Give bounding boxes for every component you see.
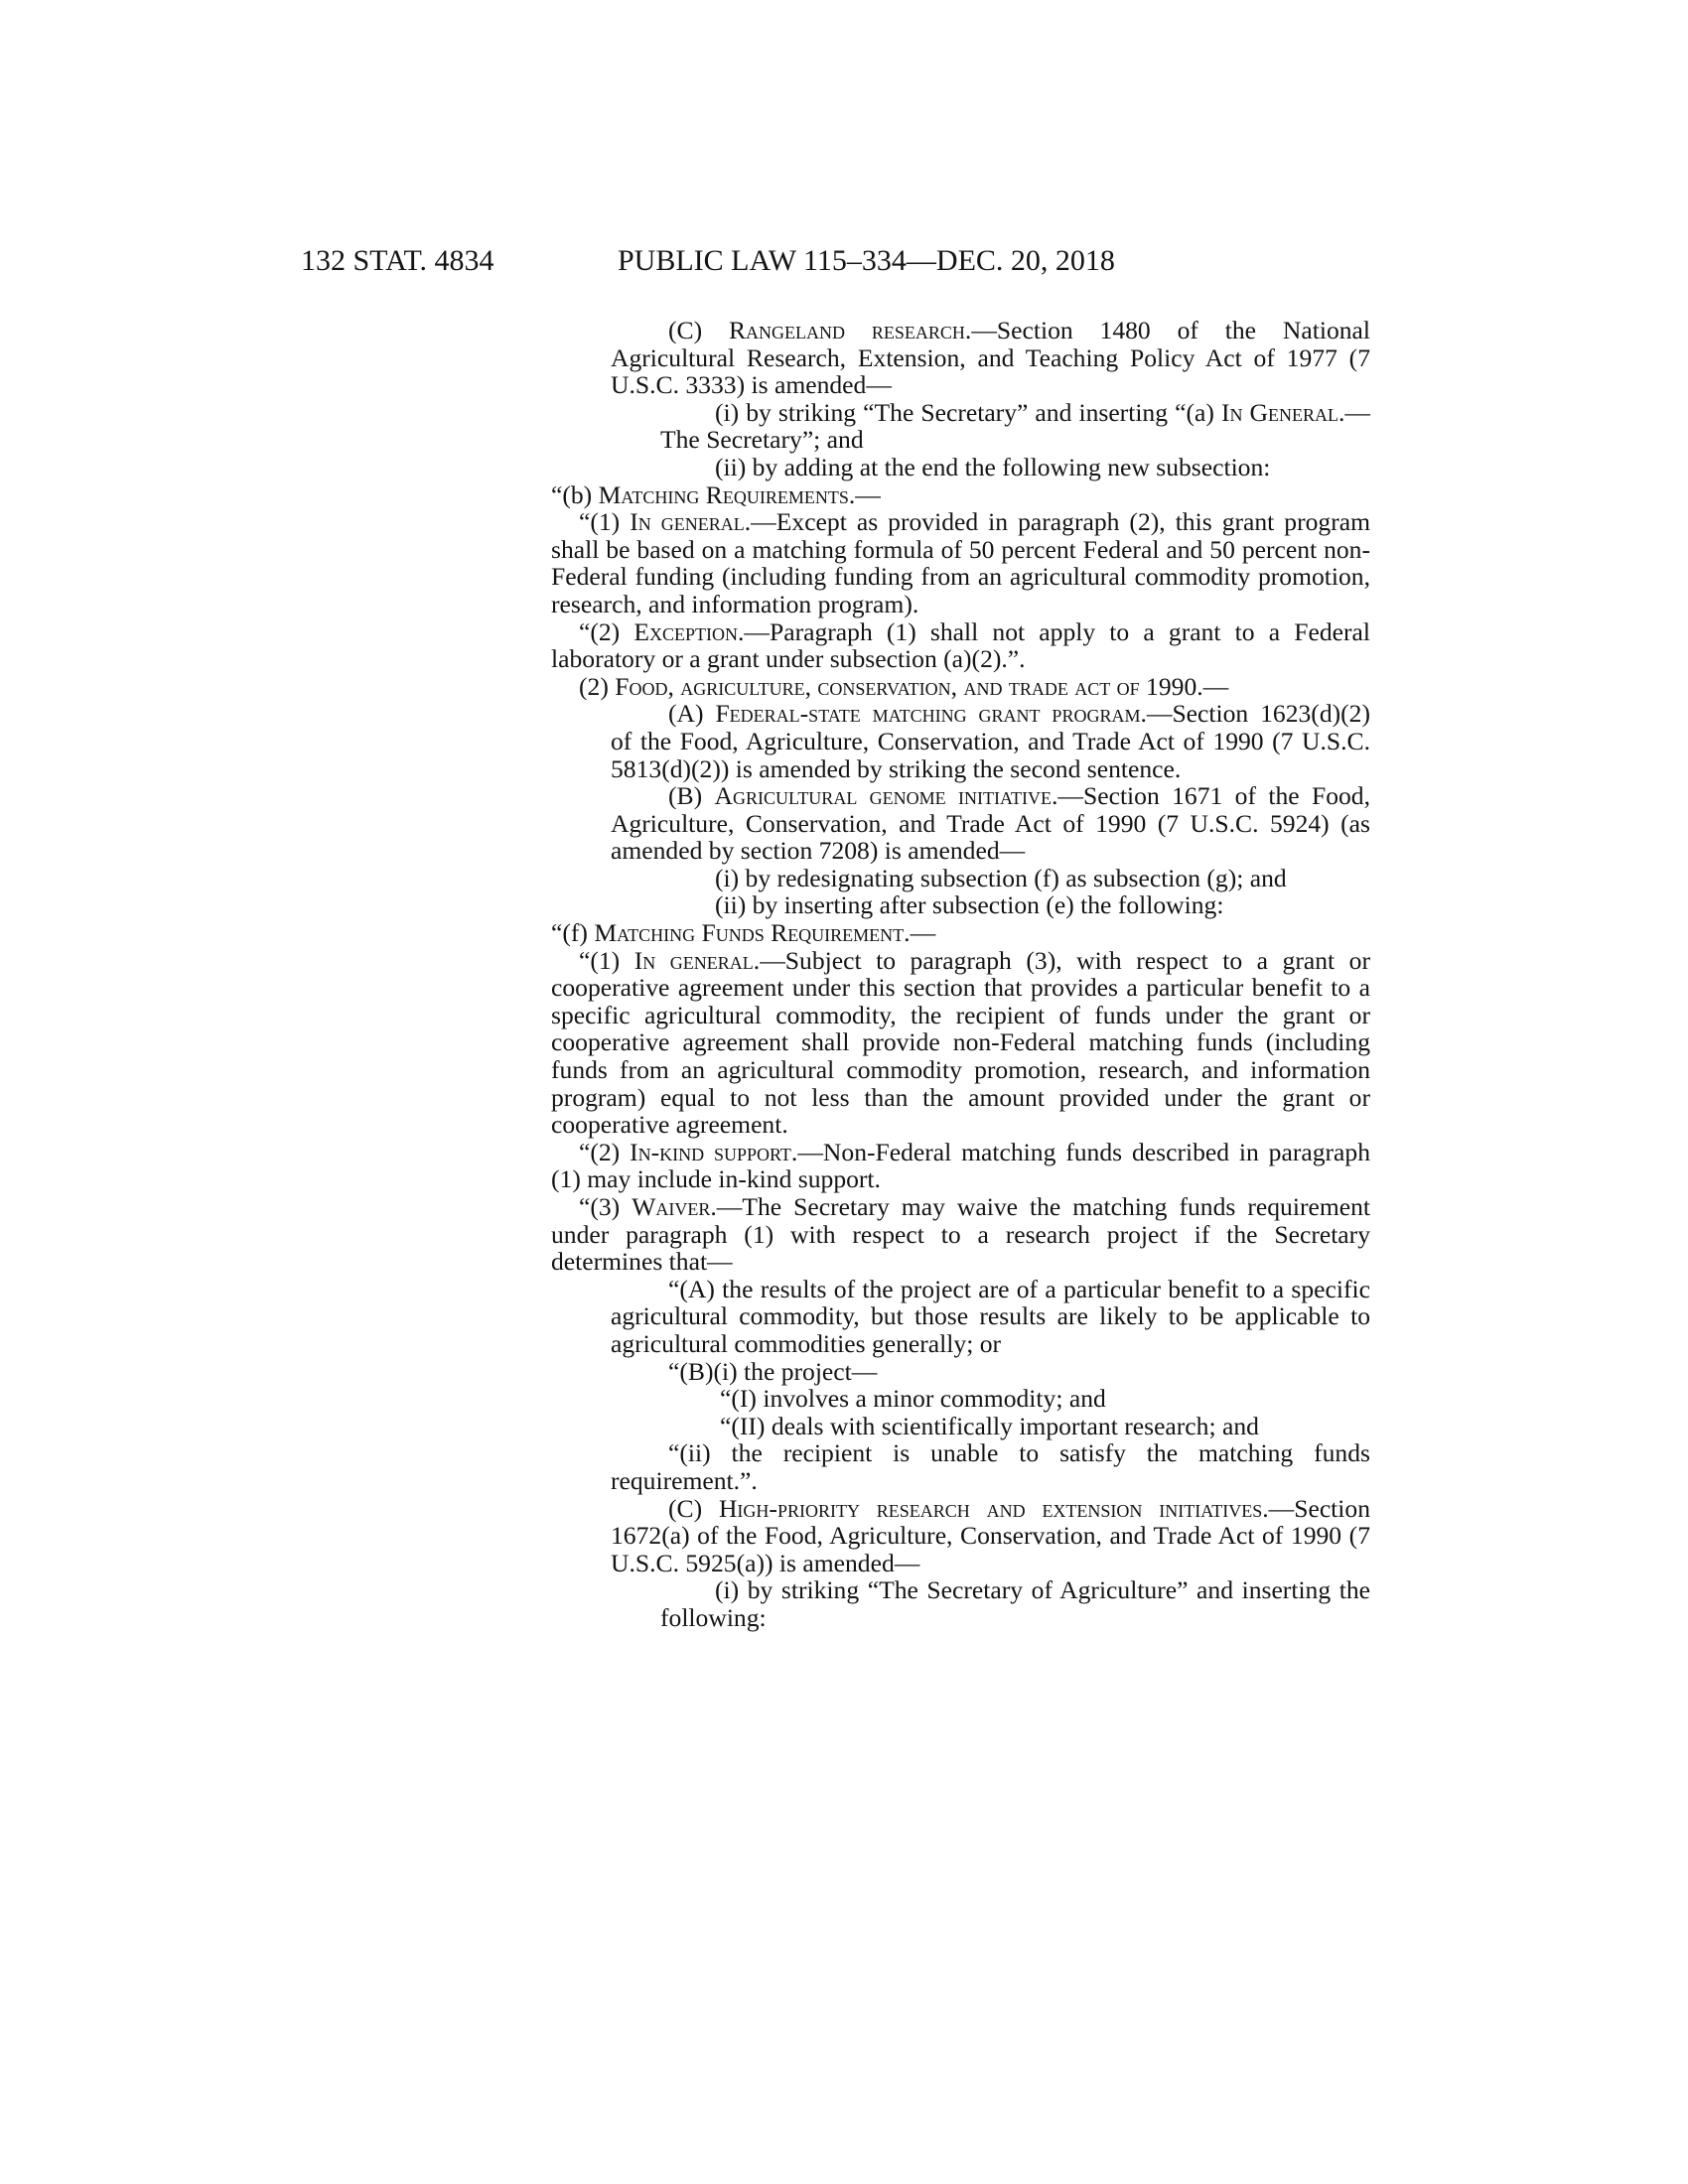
- enumerator: “(1): [579, 945, 634, 975]
- subsection-text: —: [855, 479, 881, 509]
- clause-text: —The Secretary”; and: [660, 397, 1370, 455]
- public-law-title: PUBLIC LAW 115–334—DEC. 20, 2018: [618, 244, 1115, 277]
- enumerator: (2): [579, 671, 616, 701]
- enumerator: “(2): [579, 1137, 631, 1166]
- heading-caption: Matching Funds Requirement.: [594, 918, 911, 948]
- paragraph-text: —The Secretary may waive the matching funds requirement under paragraph (1) with respect to a research project if the Secretary determines that—: [551, 1192, 1371, 1277]
- heading-caption: Matching Requirements.: [598, 479, 856, 509]
- clause-ii-insert-after: (ii) by inserting after subsection (e) the following:: [715, 890, 1224, 920]
- paragraph-b2-exception: [551, 618, 1370, 673]
- paragraph-text: —: [1202, 671, 1229, 701]
- subsection-text: —: [910, 918, 936, 948]
- paragraph-text: —Non-Federal matching funds described in paragraph (1) may include in-kind support.: [551, 1137, 1370, 1194]
- subparagraph-b-agricultural-genome: [611, 782, 1370, 865]
- paragraph-f2-in-kind-support: [551, 1139, 1370, 1193]
- heading-caption: In General.: [1220, 397, 1345, 427]
- heading-caption: Federal-state matching grant program.: [715, 699, 1147, 729]
- paragraph-f3-waiver: [551, 1193, 1370, 1276]
- stat-page-reference: 132 STAT. 4834: [301, 244, 494, 277]
- clause-f3b-ii: “(ii) the recipient is unable to satisfy the matching funds requirement.”.: [611, 1438, 1370, 1495]
- subparagraph-c-rangeland-research: [611, 317, 1370, 399]
- enumerator: “(3): [579, 1192, 633, 1221]
- enumerator: “(b): [551, 479, 599, 509]
- heading-caption: Exception.: [633, 616, 745, 646]
- subparagraph-a-federal-state-matching: [611, 700, 1370, 782]
- subparagraph-text: —Section 1623(d)(2) of the Food, Agriculture, Conservation, and Trade Act of 1990 (7 U.S.C. 5813(d)(2)) is amended by striking the second sentence.: [611, 699, 1370, 783]
- heading-caption: Rangeland research.: [728, 316, 972, 344]
- heading-caption: Waiver.: [632, 1192, 717, 1221]
- subparagraph-c-high-priority: [611, 1495, 1370, 1577]
- paragraph-text: —Subject to paragraph (3), with respect to a grant or cooperative agreement under this section that provides a particular benefit to a specific agricultural commodity, the recipient of funds under the grant or cooperative agreement shall provide non-Federal matching funds (including funds from an agricultural commodity promotion, research, and information program) equal to not less than the amount provided under the grant or cooperative agreement.: [551, 945, 1370, 1140]
- paragraph-f1-in-general: [551, 947, 1370, 1139]
- heading-caption: In general.: [630, 507, 752, 537]
- subparagraph-text: —Section 1671 of the Food, Agriculture, Conservation, and Trade Act of 1990 (7 U.S.C. 5924) (as amended by section 7208) is amended—: [611, 781, 1370, 866]
- heading-caption: In-kind support.: [630, 1137, 798, 1166]
- enumerator: “(2): [579, 616, 634, 646]
- heading-caption: Agricultural genome initiative.: [714, 781, 1058, 811]
- subclause-f3b-II: “(II) deals with scientifically important research; and: [720, 1411, 1259, 1440]
- enumerator: (A): [668, 699, 716, 729]
- subparagraph-text: —Section 1672(a) of the Food, Agriculture, Conservation, and Trade Act of 1990 (7 U.S.C. 5925(a)) is amended—: [611, 1493, 1370, 1577]
- subclause-f3b-I: “(I) involves a minor commodity; and: [720, 1384, 1106, 1414]
- enumerator: “(1): [579, 507, 631, 537]
- heading-caption: High-priority research and extension initiatives.: [718, 1493, 1269, 1523]
- paragraph-2-food-agriculture-act: [551, 673, 1370, 701]
- heading-caption: Food, agriculture, conservation, and trade act of 1990.: [615, 671, 1203, 701]
- enumerator: (C): [668, 1493, 719, 1523]
- heading-caption: In general.: [633, 945, 761, 975]
- paragraph-b1-in-general: [551, 508, 1370, 617]
- subparagraph-text: —Section 1480 of the National Agricultural Research, Extension, and Teaching Policy Act of 1977 (7 U.S.C. 3333) is amended—: [611, 316, 1371, 400]
- subparagraph-f3b: “(B)(i) the project—: [668, 1356, 878, 1386]
- clause-text: (i) by striking “The Secretary” and inserting “(a): [715, 397, 1221, 427]
- subparagraph-f3a: “(A) the results of the project are of a particular benefit to a specific agricultural commodity, but those results are likely to be applicable to agricultural commodities generally; or: [611, 1274, 1370, 1358]
- statute-text: [551, 317, 1370, 1632]
- enumerator: (C): [668, 316, 729, 344]
- paragraph-text: —Paragraph (1) shall not apply to a grant to a Federal laboratory or a grant under subsection (a)(2).”.: [551, 616, 1370, 674]
- clause-i-strike-secretary-of-agriculture: (i) by striking “The Secretary of Agriculture” and inserting the following:: [660, 1575, 1370, 1632]
- enumerator: (B): [668, 781, 715, 811]
- subsection-f-matching-funds: [551, 919, 1370, 947]
- paragraph-text: —Except as provided in paragraph (2), this grant program shall be based on a matching formula of 50 percent Federal and 50 percent non-Federal funding (including funding from an agricultural commodity promotion, research, and information program).: [551, 507, 1371, 618]
- clause-i-redesignate: (i) by redesignating subsection (f) as subsection (g); and: [715, 863, 1287, 892]
- subsection-b-matching-requirements: [551, 481, 1370, 509]
- page-header: [0, 244, 1688, 284]
- clause-ii-add-subsection: (ii) by adding at the end the following new subsection:: [715, 452, 1271, 481]
- clause-i-strike-secretary: [660, 399, 1370, 454]
- enumerator: “(f): [551, 918, 595, 948]
